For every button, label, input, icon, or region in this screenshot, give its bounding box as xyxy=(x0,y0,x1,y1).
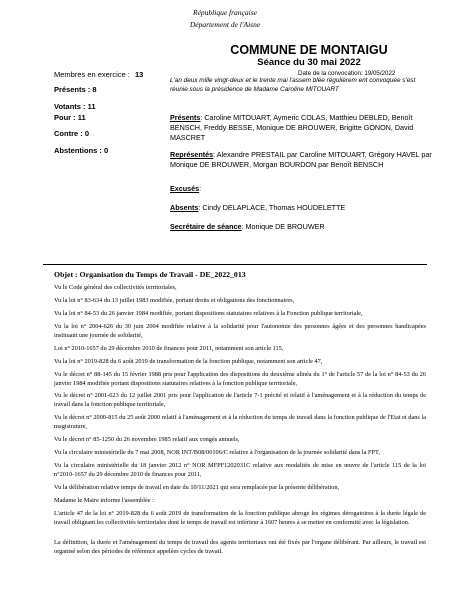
absent-label: Absents xyxy=(170,203,199,212)
department-label: Département de l'Aisne xyxy=(189,20,261,29)
excused-section xyxy=(170,184,434,194)
against-count: Contre : 0 xyxy=(54,129,90,138)
paragraph: Vu la loi n° 84-53 du 26 janvier 1984 modifiée, portant dispositions statutaires relatives à la Fonction publique territoriale, xyxy=(54,309,363,317)
members-label: Membres en exercice : xyxy=(54,70,130,79)
convocation-date: Date de la convocation: 19/05/2022 xyxy=(298,70,396,77)
paragraph: Vu la loi n° 2004-626 du 30 juin 2004 modifiée relative à la solidarité pour l'autonomie des personnes âgées et des personnes handicapées instituant une journée de solidarité, xyxy=(54,322,426,339)
paragraph: Vu le décret n° 2001-623 du 12 juillet 2001 pris pour l'application de l'article 7-1 précité et relatif à l'aménagement et à la réduction du temps de travail dans la fonction publique territoriale, xyxy=(54,392,426,409)
paragraph: La définition, la durée et l'aménagement du temps de travail des agents territoriaux ont été fixés par l'organe délibérant. Par ailleurs, le travail est organisé selon des périodes de référence appelées cycles de travail. xyxy=(54,539,426,556)
absent-section xyxy=(170,203,434,213)
represented-names: : Alexandre PRESTAIL par Caroline MITOUART, Grégory HAVEL par Monique DE BROUWER, Morgan BOURDON par Benoît BENSCH xyxy=(170,150,432,169)
paragraph: Vu le décret n° 2000-815 du 25 août 2000 relatif à l'aménagement et à la réduction du temps de travail dans la fonction publique de l'Etat et dans la magistrature, xyxy=(54,414,426,431)
paragraph: Vu la circulaire ministérielle du 7 mai 2008, NOR INT/B08/00106/C relative à l'organisation de la journée solidarité dans la FPT, xyxy=(54,449,380,457)
for-count: Pour : 11 xyxy=(54,113,86,122)
paragraph: Vu la circulaire ministérielle du 18 janvier 2012 n° NOR MFPF1202031C relative aux modalités de mise en œuvre de l'article 115 de la loi n°2010-1657 du 29 décembre 2010 de finances pour 2011, xyxy=(54,462,426,478)
section-divider xyxy=(43,264,427,265)
abstentions-count: Abstentions : 0 xyxy=(54,146,109,155)
present-label: Présents xyxy=(170,113,201,122)
present-section xyxy=(170,113,434,143)
excused-names: : xyxy=(199,184,202,193)
present-count: Présents : 8 xyxy=(54,85,97,94)
session-title: Séance du 30 mai 2022 xyxy=(257,57,361,68)
secretary-section xyxy=(170,222,434,232)
absent-names: : Cindy DELAPLACE, Thomas HOUDELETTE xyxy=(198,203,346,212)
commune-title: COMMUNE DE MONTAIGU xyxy=(230,43,388,57)
header-top xyxy=(0,7,450,31)
voters-count: Votants : 11 xyxy=(54,102,96,111)
paragraph: Vu la loi n° 2019-828 du 6 août 2019 de transformation de la fonction publique, notamment son article 47, xyxy=(54,357,323,365)
session-intro: L'an deux mille vingt-deux et le trente mai l'assem blée régulièrem ent convoquée s'est réunie sous la présidence de Madame Caroline MITOUART xyxy=(170,77,416,93)
excused-label: Excusés xyxy=(170,184,200,193)
members-count xyxy=(54,70,143,79)
paragraph: L'article 47 de la loi n° 2019-828 du 6 août 2019 de transformation de la fonction publique abroge les régimes dérogatoires à la durée légale de travail obligeant les collectivités territoriales dont le temps de travail est inférieur à 1607 heures à se mettre en conformité avec la législation. xyxy=(54,509,426,526)
paragraph: Vu la loi n° 83-634 du 13 juillet 1983 modifiée, portant droits et obligations des fonctionnaires, xyxy=(54,296,295,304)
paragraph: Vu le décret n° 85-1250 du 26 novembre 1985 relatif aux congés annuels, xyxy=(54,436,240,444)
secretary-label: Secrétaire de séance xyxy=(170,222,242,231)
objet-title: Objet : Organisation du Temps de Travail - DE_2022_013 xyxy=(54,270,246,279)
deliberation-body xyxy=(54,284,426,557)
republic-label: République française xyxy=(193,8,257,17)
represented-section xyxy=(170,150,434,170)
secretary-name: : Monique DE BROUWER xyxy=(241,222,325,231)
paragraph: Loi n° 2010-1657 du 29 décembre 2010 de finances pour 2011, notamment son article 115, xyxy=(54,344,284,352)
paragraph: Madame le Maire informe l'assemblée : xyxy=(54,496,154,504)
members-value: 13 xyxy=(134,70,144,79)
paragraph: Vu le Code général des collectivités territoriales, xyxy=(54,284,177,291)
represented-label: Représentés xyxy=(170,150,214,159)
present-names: : Caroline MITOUART, Aymeric COLAS, Matthieu DEBLED, Benoît BENSCH, Freddy BESSE, Monique DE BROUWER, Brigitte GONON, David MASCRET xyxy=(170,113,414,142)
paragraph: Vu la délibération relative temps de travail en date du 10/11/2021 qui sera remplacée par la présente délibération, xyxy=(54,483,340,491)
paragraph: Vu le décret n° 88-145 du 15 février 1988 pris pour l'application des dispositions du deuxième alinéa du 1° de l'article 57 de la loi n° 84-53 du 26 janvier 1984 modifiée portant dispositions statutaires relatives à la fonction publique territoriale, xyxy=(54,370,426,387)
